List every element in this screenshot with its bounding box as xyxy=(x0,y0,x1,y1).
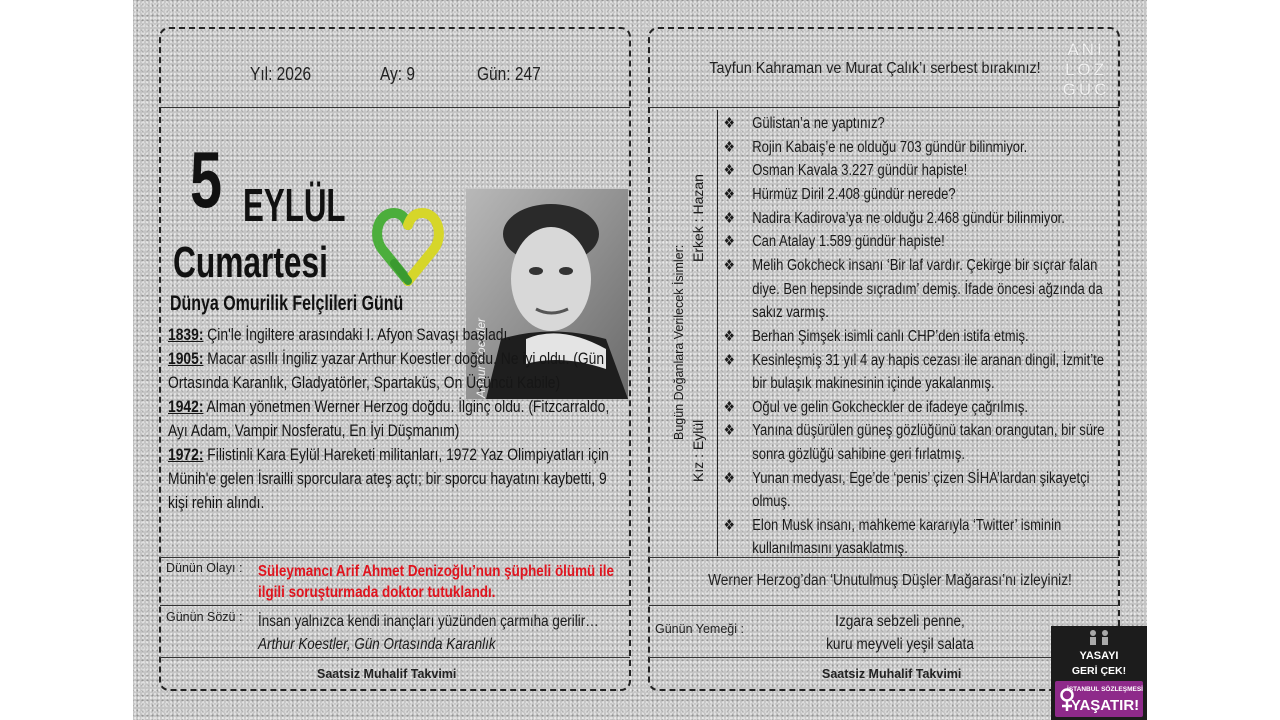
diamond-bullet-icon: ❖ xyxy=(723,257,735,275)
divider xyxy=(649,605,1119,606)
diamond-bullet-icon: ❖ xyxy=(723,186,735,204)
diamond-bullet-icon: ❖ xyxy=(723,422,735,440)
diamond-bullet-icon: ❖ xyxy=(723,398,735,416)
diamond-bullet-icon: ❖ xyxy=(723,115,735,132)
list-item: ❖ Hürmüz Diril 2.408 gündür nerede? xyxy=(722,183,1117,207)
list-item: ❖ Can Atalay 1.589 gündür hapiste! xyxy=(722,230,1117,254)
quote-author: Arthur Koestler, Gün Ortasında Karanlık xyxy=(258,636,496,653)
news-list xyxy=(722,112,1117,561)
historical-events xyxy=(168,323,626,515)
diamond-bullet-icon: ❖ xyxy=(723,327,735,345)
film-recommendation: Werner Herzog’dan ‘Unutulmuş Düşler Mağarası’nı izleyiniz! xyxy=(708,572,1072,589)
quote-of-day xyxy=(258,610,628,656)
diamond-bullet-icon: ❖ xyxy=(723,138,735,156)
logo: ANI LOZ GÜC xyxy=(1062,40,1110,99)
divider xyxy=(160,657,630,658)
diamond-bullet-icon: ❖ xyxy=(723,351,735,369)
special-day-title: Dünya Omurilik Felçlileri Günü xyxy=(170,292,404,315)
meal-of-day: Izgara sebzeli penne, kuru meyveli yeşil salata xyxy=(826,613,974,653)
divider xyxy=(160,605,630,606)
list-item: ❖ Yunan medyası, Ege’de ‘penis’ çizen SİHA’lardan şikayetçi olmuş. xyxy=(722,467,1117,514)
divider xyxy=(160,557,630,558)
event-of-day-text: Süleymancı Arif Ahmet Denizoğlu’nun şüpheli ölümü ile ilgili soruşturmada doktor tutuklandı. xyxy=(258,563,614,601)
footer-right: Saatsiz Muhalif Takvimi xyxy=(822,667,962,681)
girl-name: Kız : Eylül xyxy=(690,419,706,482)
list-item: ❖ Elon Musk insanı, mahkeme kararıyla ‘Twitter’ isminin kullanılmasını yasaklatmış. xyxy=(722,514,1117,561)
divider xyxy=(649,107,1119,108)
list-item: ❖ Kesinleşmiş 31 yıl 4 ay hapis cezası ile aranan dingil, İzmit’te bir bulaşık makinesinin içinde yakalanmış. xyxy=(722,349,1117,396)
weekday-name: Cumartesi xyxy=(173,238,328,287)
photo-caption: Arthur Koestler xyxy=(474,317,488,398)
meal-label: Günün Yemeği : xyxy=(655,622,744,636)
footer-left: Saatsiz Muhalif Takvimi xyxy=(317,667,457,681)
month-label: Ay: 9 xyxy=(380,64,416,84)
divider xyxy=(649,657,1119,658)
diamond-bullet-icon: ❖ xyxy=(723,162,735,180)
diamond-bullet-icon: ❖ xyxy=(723,233,735,251)
day-of-year-label: Gün: 247 xyxy=(477,64,541,84)
diamond-bullet-icon: ❖ xyxy=(723,209,735,227)
list-item: ❖ Rojin Kabaiş’e ne olduğu 703 gündür bilinmiyor. xyxy=(722,136,1117,160)
divider xyxy=(160,107,630,108)
event-item: 1942: Alman yönetmen Werner Herzog doğdu. İlginç oldu. (Fitzcarraldo, Ayı Adam, Vampir Nosferatu, En İyi Düşmanım) xyxy=(168,398,610,440)
list-item: ❖ Nadira Kadirova’ya ne olduğu 2.468 gündür bilinmiyor. xyxy=(722,207,1117,231)
diamond-bullet-icon: ❖ xyxy=(723,469,735,487)
list-item: ❖ Yanına düşürülen güneş gözlüğünü takan orangutan, bir süre sonra gözlüğü sahibine geri fırlatmış. xyxy=(722,419,1117,466)
names-divider xyxy=(717,110,718,556)
event-item: 1839: Çin'le İngiltere arasındaki I. Afyon Savaşı başladı. xyxy=(168,326,512,344)
list-item: ❖ Oğul ve gelin Gokcheckler de ifadeye çağrılmış. xyxy=(722,396,1117,420)
awareness-ribbon-icon xyxy=(372,203,444,287)
event-item: 1905: Macar asıllı İngiliz yazar Arthur Koestler doğdu. Ne iyi oldu. (Gün Ortasında Karanlık, Gladyatörler, Spartaküs, On Üçüncü Kabile) xyxy=(168,350,605,392)
names-heading: Bugün Doğanlara Verilecek İsimler: xyxy=(672,244,686,440)
event-of-day-label: Dünün Olayı : xyxy=(166,561,243,575)
event-item: 1972: Filistinli Kara Eylül Hareketi militanları, 1972 Yaz Olimpiyatları için Münih'e gelen İsrailli sporculara ateş açtı; bir sporcu hayatını kaybetti, 9 kişi rehin alındı. xyxy=(168,446,609,512)
day-number: 5 xyxy=(190,135,222,224)
list-item: ❖ Gülistan’a ne yaptınız? xyxy=(722,112,1117,136)
diamond-bullet-icon: ❖ xyxy=(723,516,735,534)
year-label: Yıl: 2026 xyxy=(250,64,312,84)
list-item: ❖ Melih Gokcheck insanı ‘Bir laf vardır. Çekirge bir sıçrar falan diye. Ben hepsinde sıçradım’ demiş. İfade öncesi ağzında da sakız varmış. xyxy=(722,254,1117,325)
people-icon xyxy=(1085,629,1113,645)
release-call: Tayfun Kahraman ve Murat Çalık’ı serbest bırakınız! xyxy=(709,60,1041,77)
list-item: ❖ Osman Kavala 3.227 gündür hapiste! xyxy=(722,159,1117,183)
quote-of-day-label: Günün Sözü : xyxy=(166,610,243,624)
boy-name: Erkek : Hazan xyxy=(690,174,706,262)
list-item: ❖ Berhan Şimşek isimli canlı CHP’den istifa etmiş. xyxy=(722,325,1117,349)
quote-text: İnsan yalnızca kendi inançları yüzünden çarmıha gerilir… xyxy=(258,613,599,630)
campaign-badge: YASAYI GERİ ÇEK! İSTANBUL SÖZLEŞMESİ YAŞATIR! xyxy=(1051,626,1147,720)
month-name: EYLÜL xyxy=(243,179,346,231)
